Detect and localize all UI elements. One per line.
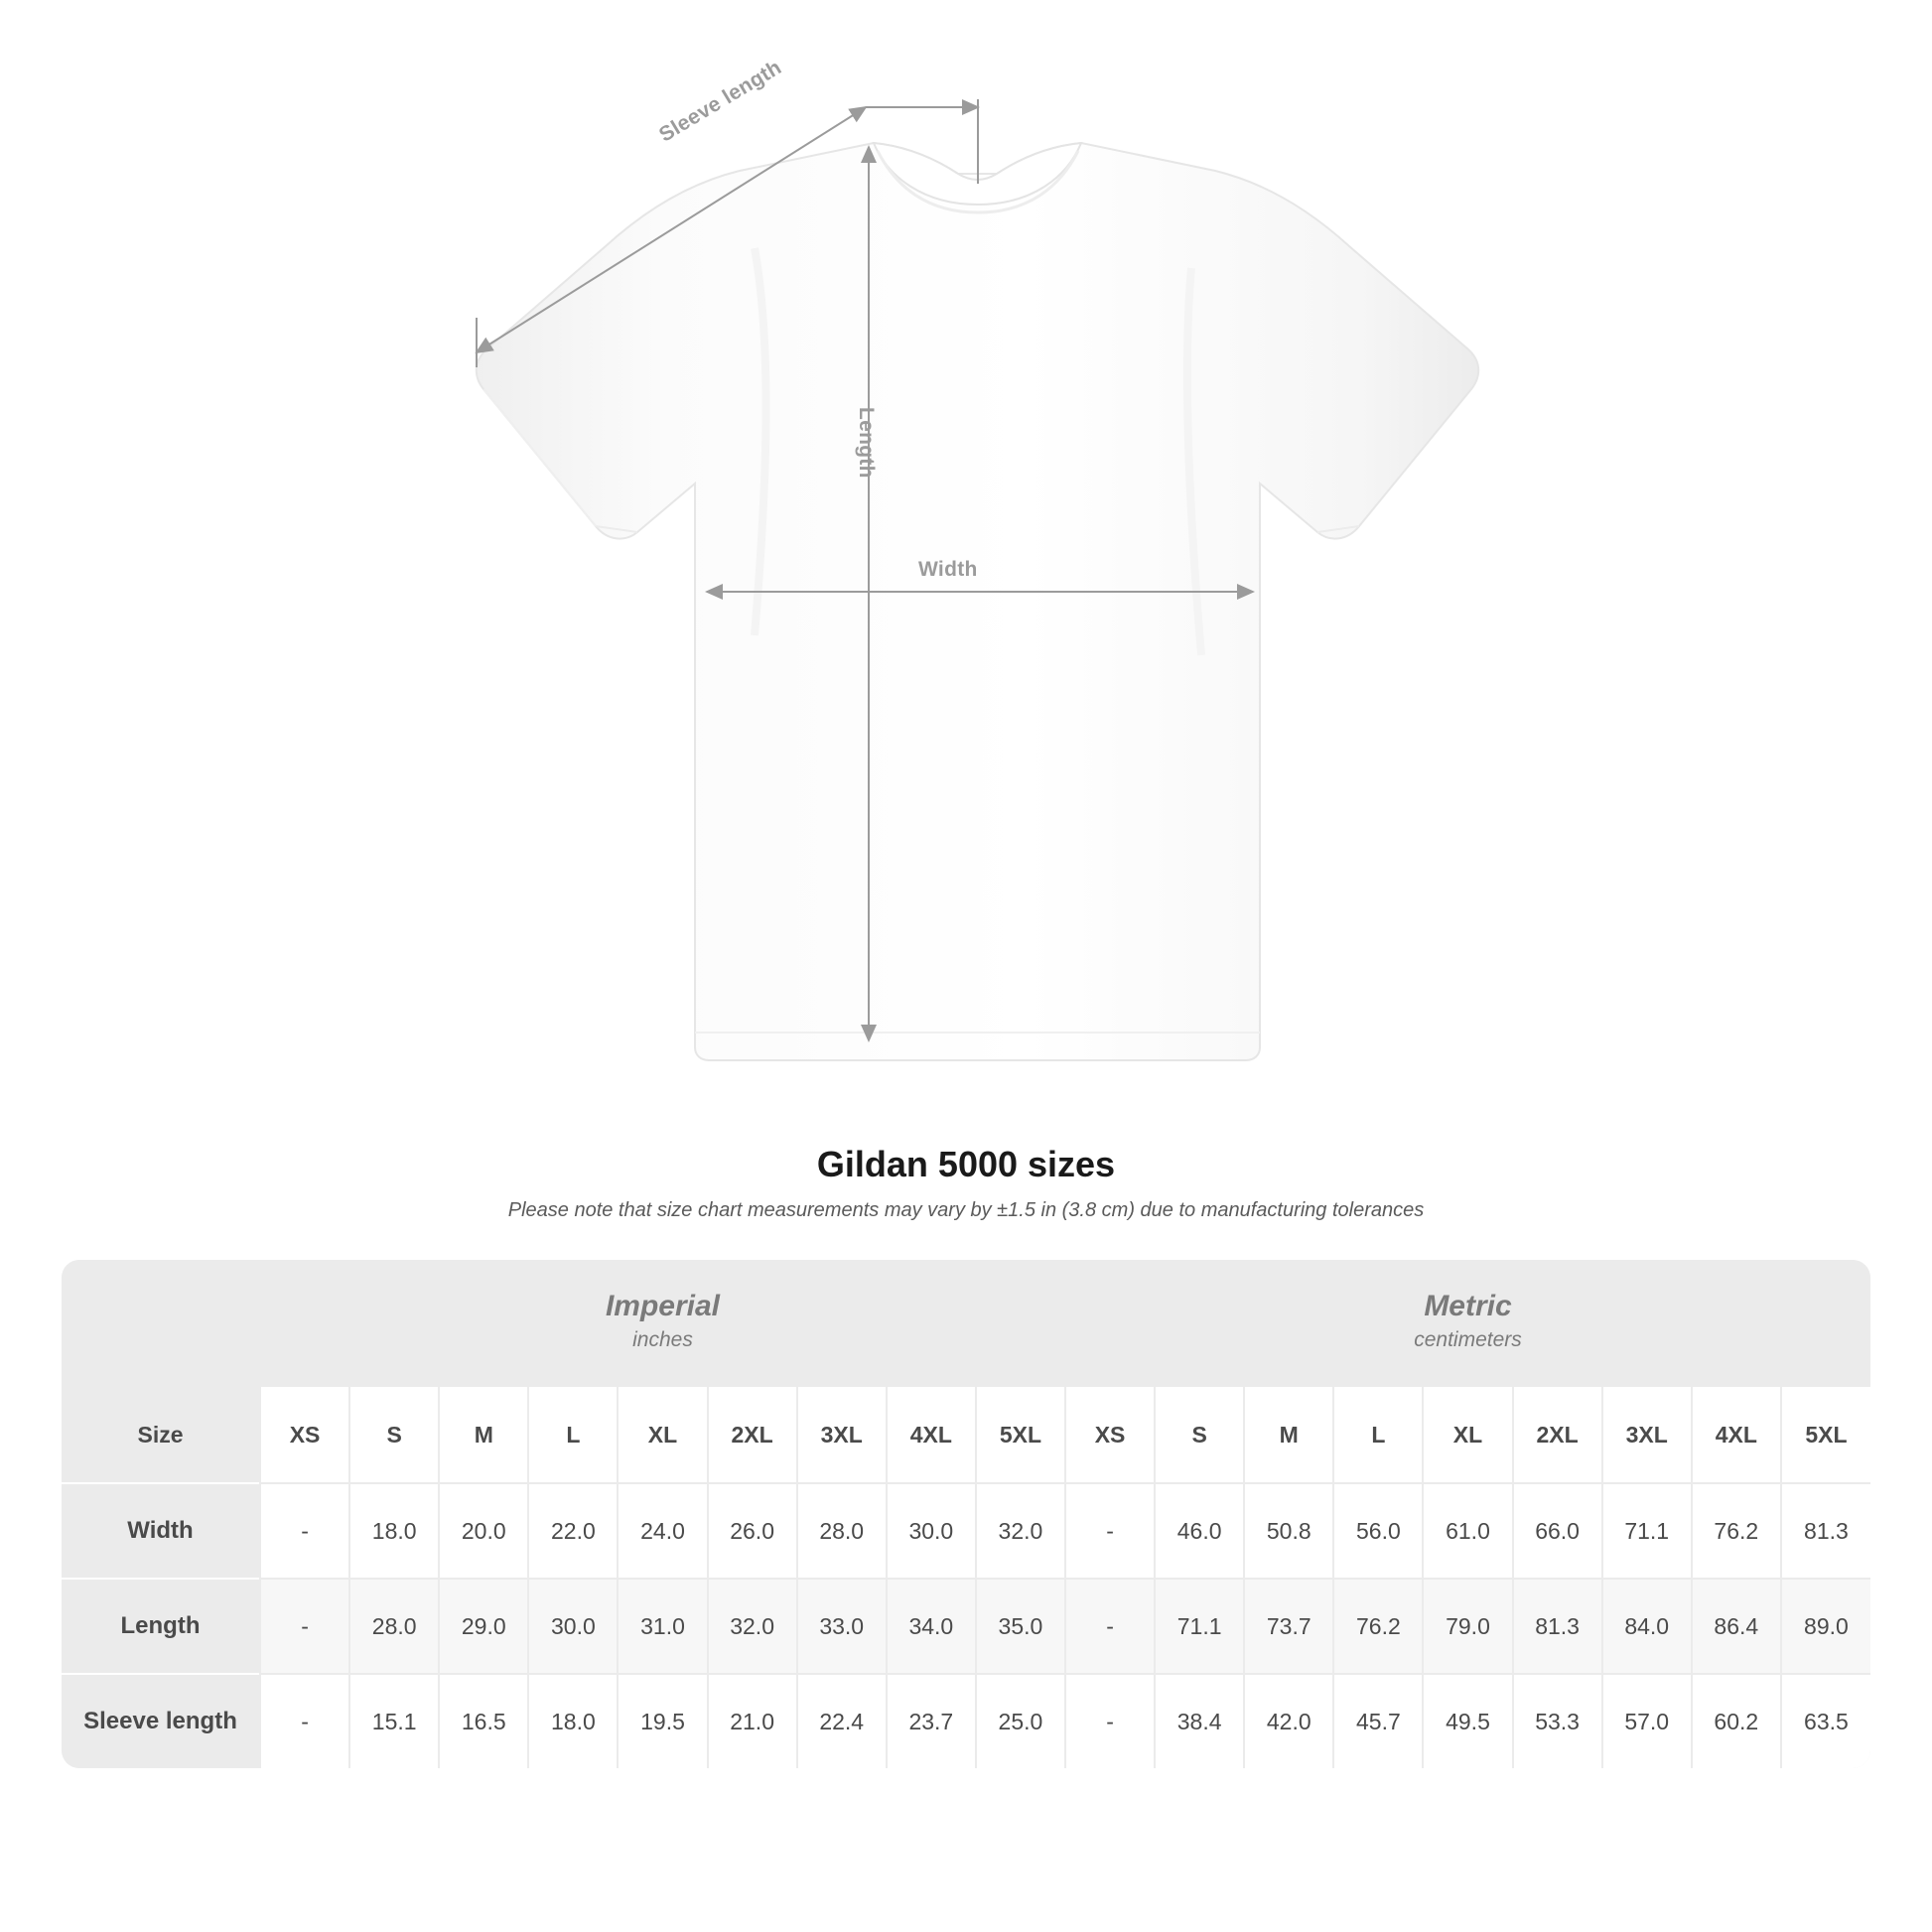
size-column-header: XL [1423, 1387, 1512, 1483]
measurement-cell: 18.0 [528, 1674, 618, 1768]
sleeve-length-label: Sleeve length [655, 56, 786, 147]
measurement-cell: 81.3 [1513, 1579, 1602, 1674]
measurement-cell: 73.7 [1244, 1579, 1333, 1674]
measurement-cell: 20.0 [439, 1483, 528, 1579]
measurement-cell: 28.0 [349, 1579, 439, 1674]
size-column-header: XS [1065, 1387, 1155, 1483]
measurement-cell: 56.0 [1333, 1483, 1423, 1579]
table-row [62, 1674, 1870, 1768]
size-column-header: 5XL [976, 1387, 1065, 1483]
size-column-header: XL [618, 1387, 707, 1483]
measurement-cell: - [1065, 1483, 1155, 1579]
measurement-cell: 60.2 [1692, 1674, 1781, 1768]
measurement-row-label: Sleeve length [62, 1674, 260, 1768]
size-header-row [62, 1387, 1870, 1483]
measurement-cell: 63.5 [1781, 1674, 1870, 1768]
unit-group-sublabel: inches [632, 1328, 693, 1352]
measurement-cell: - [1065, 1579, 1155, 1674]
size-column-header: L [1333, 1387, 1423, 1483]
size-column-header: 3XL [1602, 1387, 1692, 1483]
measurement-cell: 22.0 [528, 1483, 618, 1579]
measurement-cell: 81.3 [1781, 1483, 1870, 1579]
measurement-cell: 25.0 [976, 1674, 1065, 1768]
measurement-cell: 38.4 [1155, 1674, 1244, 1768]
unit-group-row [62, 1260, 1870, 1387]
size-chart-table [62, 1260, 1870, 1768]
unit-row-spacer [62, 1260, 260, 1387]
table-row [62, 1579, 1870, 1674]
measurement-cell: 32.0 [976, 1483, 1065, 1579]
size-column-header: 5XL [1781, 1387, 1870, 1483]
measurement-cell: 84.0 [1602, 1579, 1692, 1674]
measurement-cell: 22.4 [797, 1674, 887, 1768]
measurement-cell: - [1065, 1674, 1155, 1768]
size-column-header: L [528, 1387, 618, 1483]
size-column-header: M [1244, 1387, 1333, 1483]
measurement-cell: 79.0 [1423, 1579, 1512, 1674]
measurement-cell: - [260, 1483, 349, 1579]
unit-group-name: Imperial [605, 1289, 721, 1322]
measurement-cell: 30.0 [528, 1579, 618, 1674]
measurement-cell: 26.0 [708, 1483, 797, 1579]
size-column-header: 4XL [887, 1387, 976, 1483]
measurement-cell: 29.0 [439, 1579, 528, 1674]
measurement-cell: 76.2 [1692, 1483, 1781, 1579]
measurement-cell: 86.4 [1692, 1579, 1781, 1674]
measurement-cell: 49.5 [1423, 1674, 1512, 1768]
measurement-cell: 15.1 [349, 1674, 439, 1768]
size-column-header: XS [260, 1387, 349, 1483]
measurement-cell: 31.0 [618, 1579, 707, 1674]
size-column-header: 2XL [708, 1387, 797, 1483]
table-row [62, 1483, 1870, 1579]
measurement-cell: 16.5 [439, 1674, 528, 1768]
width-label: Width [918, 558, 978, 581]
measurement-cell: 42.0 [1244, 1674, 1333, 1768]
measurement-cell: 21.0 [708, 1674, 797, 1768]
measurement-cell: 23.7 [887, 1674, 976, 1768]
size-column-header: M [439, 1387, 528, 1483]
size-column-header: 2XL [1513, 1387, 1602, 1483]
measurement-cell: 24.0 [618, 1483, 707, 1579]
size-column-header: 4XL [1692, 1387, 1781, 1483]
size-column-header: S [1155, 1387, 1244, 1483]
measurement-cell: 45.7 [1333, 1674, 1423, 1768]
measurement-cell: 71.1 [1155, 1579, 1244, 1674]
length-label: Length [855, 407, 878, 479]
page-title: Gildan 5000 sizes [816, 1144, 1116, 1184]
size-row-header: Size [62, 1387, 260, 1483]
measurement-cell: 53.3 [1513, 1674, 1602, 1768]
measurement-cell: 57.0 [1602, 1674, 1692, 1768]
measurement-cell: 34.0 [887, 1579, 976, 1674]
measurement-cell: 66.0 [1513, 1483, 1602, 1579]
unit-group-name: Metric [1424, 1289, 1512, 1322]
unit-group-sublabel: centimeters [1414, 1328, 1522, 1352]
size-chart-note: Please note that size chart measurements may vary by ±1.5 in (3.8 cm) due to manufacturing tolerances [507, 1199, 1425, 1221]
measurement-cell: 19.5 [618, 1674, 707, 1768]
measurement-cell: 76.2 [1333, 1579, 1423, 1674]
measurement-cell: - [260, 1674, 349, 1768]
measurement-cell: 89.0 [1781, 1579, 1870, 1674]
size-column-header: S [349, 1387, 439, 1483]
unit-group-imperial [260, 1260, 1065, 1387]
measurement-row-label: Width [62, 1483, 260, 1579]
unit-group-metric [1065, 1260, 1870, 1387]
size-chart-table-wrapper [62, 1260, 1870, 1768]
tshirt-shape [477, 143, 1478, 1060]
measurement-cell: 46.0 [1155, 1483, 1244, 1579]
measurement-cell: 71.1 [1602, 1483, 1692, 1579]
title-block [0, 1144, 1932, 1222]
measurement-cell: 33.0 [797, 1579, 887, 1674]
measurement-cell: 61.0 [1423, 1483, 1512, 1579]
measurement-cell: - [260, 1579, 349, 1674]
size-column-header: 3XL [797, 1387, 887, 1483]
measurement-cell: 35.0 [976, 1579, 1065, 1674]
measurement-cell: 32.0 [708, 1579, 797, 1674]
measurement-cell: 30.0 [887, 1483, 976, 1579]
measurement-cell: 18.0 [349, 1483, 439, 1579]
measurement-row-label: Length [62, 1579, 260, 1674]
measurement-cell: 28.0 [797, 1483, 887, 1579]
measurement-cell: 50.8 [1244, 1483, 1333, 1579]
